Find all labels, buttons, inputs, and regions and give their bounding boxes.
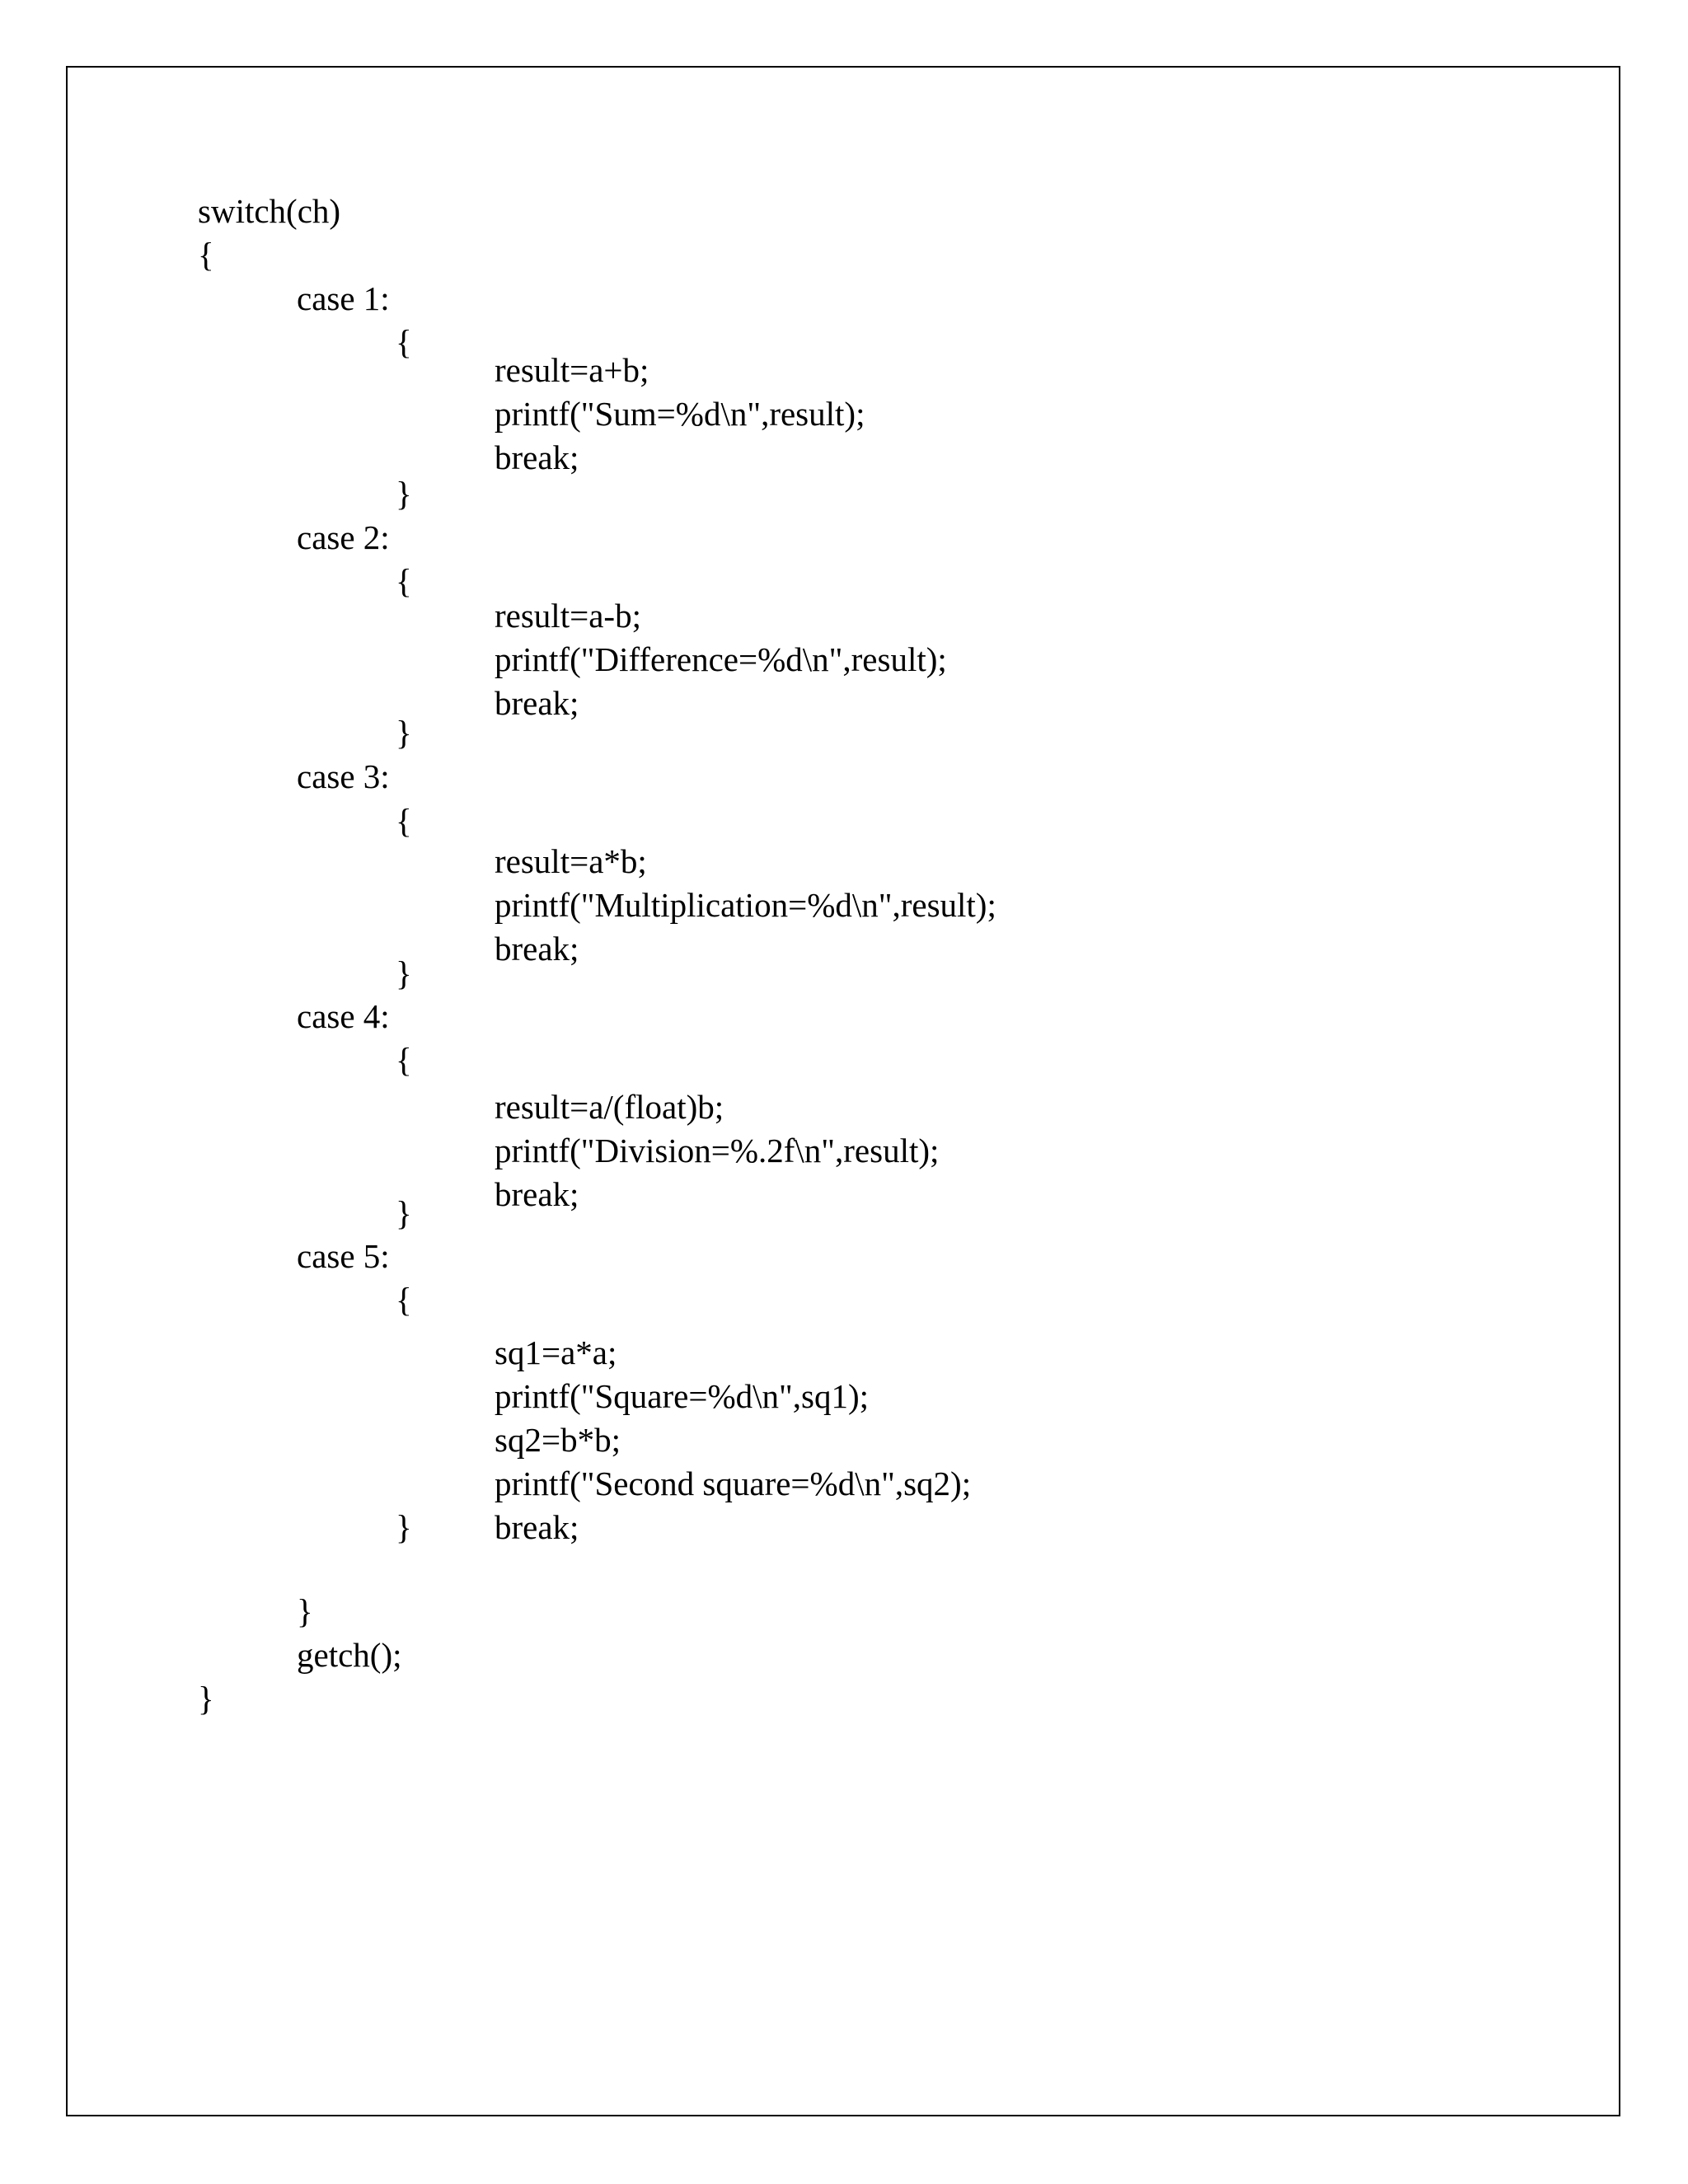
case-3-line-3: break; — [495, 930, 579, 968]
case-5-line-1: sq1=a*a; — [495, 1333, 617, 1371]
case-1-line-3: break; — [495, 438, 579, 476]
case-2-close-brace: } — [396, 714, 412, 752]
case-1-line-1: result=a+b; — [495, 351, 649, 389]
case-1-close-brace: } — [396, 475, 412, 513]
case-1-line-2: printf("Sum=%d\n",result); — [495, 395, 865, 433]
case-5-close-brace: } — [396, 1508, 412, 1546]
case-4-open-brace: { — [396, 1041, 412, 1079]
case-1-open-brace: { — [396, 323, 412, 361]
case-3-line-1: result=a*b; — [495, 842, 647, 880]
outer-close-brace: } — [198, 1680, 214, 1718]
case-5-line-5: break; — [495, 1508, 579, 1546]
case-2-line-3: break; — [495, 684, 579, 722]
case-3-close-brace: } — [396, 954, 412, 992]
case-4-line-1: result=a/(float)b; — [495, 1088, 724, 1126]
case-5-line-3: sq2=b*b; — [495, 1421, 621, 1459]
case-4-line-2: printf("Division=%.2f\n",result); — [495, 1132, 940, 1169]
switch-header: switch(ch) — [198, 192, 341, 230]
case-2-line-1: result=a-b; — [495, 597, 641, 635]
case-4-close-brace: } — [396, 1194, 412, 1232]
switch-close-brace: } — [297, 1592, 313, 1630]
case-5-line-2: printf("Square=%d\n",sq1); — [495, 1377, 869, 1415]
page-border — [66, 66, 1620, 2116]
case-5-label: case 5: — [297, 1237, 390, 1275]
case-4-label: case 4: — [297, 997, 390, 1035]
case-2-open-brace: { — [396, 562, 412, 600]
case-3-label: case 3: — [297, 757, 390, 795]
case-5-line-4: printf("Second square=%d\n",sq2); — [495, 1465, 972, 1502]
getch-call: getch(); — [297, 1636, 402, 1674]
case-1-label: case 1: — [297, 279, 390, 317]
case-3-open-brace: { — [396, 802, 412, 840]
case-2-line-2: printf("Difference=%d\n",result); — [495, 640, 947, 678]
switch-open-brace: { — [198, 236, 214, 274]
case-3-line-2: printf("Multiplication=%d\n",result); — [495, 886, 996, 924]
case-5-open-brace: { — [396, 1281, 412, 1319]
case-2-label: case 2: — [297, 518, 390, 556]
case-4-line-3: break; — [495, 1175, 579, 1213]
